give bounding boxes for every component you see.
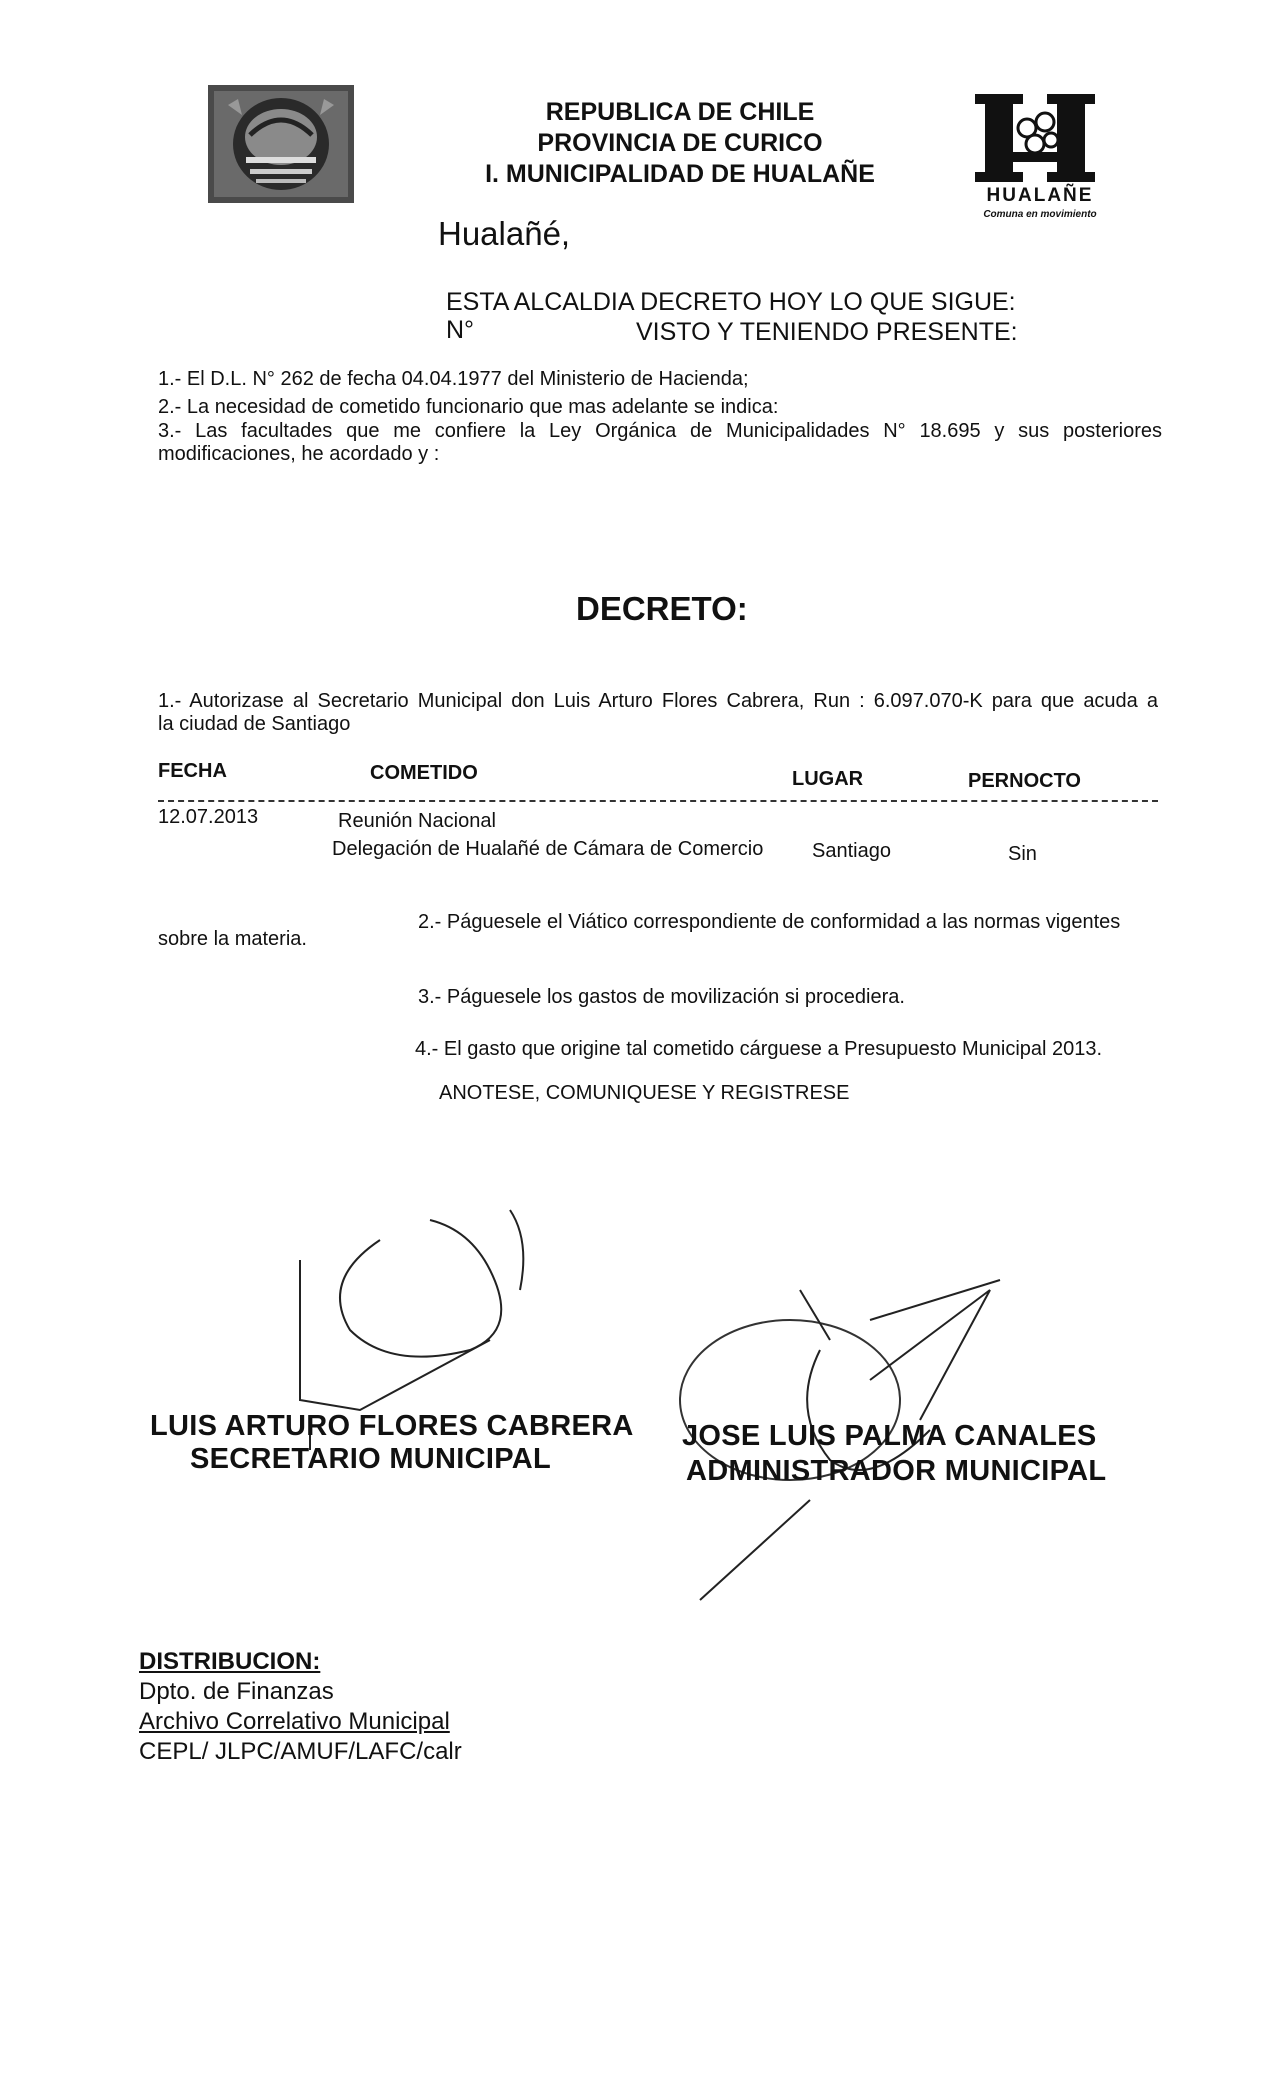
consideration-1: 1.- El D.L. N° 262 de fecha 04.04.1977 del Ministerio de Hacienda; — [158, 368, 749, 390]
decree-number-label: N° — [446, 316, 475, 344]
table-divider — [158, 800, 1158, 802]
row-lugar: Santiago — [812, 840, 891, 862]
col-header-lugar: LUGAR — [792, 768, 864, 790]
municipal-seal-logo — [208, 85, 354, 203]
distribution-item-finanzas: Dpto. de Finanzas — [139, 1678, 334, 1705]
article-1-line2: la ciudad de Santiago — [158, 713, 351, 735]
header-provincia: PROVINCIA DE CURICO — [537, 129, 823, 157]
article-4: 4.- El gasto que origine tal cometido cárguese a Presupuesto Municipal 2013. — [415, 1038, 1103, 1060]
signer-left-name: LUIS ARTURO FLORES CABRERA — [150, 1410, 634, 1442]
hualane-logo-name: HUALAÑE — [986, 185, 1094, 206]
alcaldia-decreto-line: ESTA ALCALDIA DECRETO HOY LO QUE SIGUE: — [446, 288, 1016, 316]
col-header-cometido: COMETIDO — [370, 762, 478, 784]
article-2-line2: sobre la materia. — [158, 928, 307, 950]
hualane-logo — [975, 92, 1105, 227]
row-cometido-line1: Reunión Nacional — [338, 810, 496, 832]
decreto-title: DECRETO: — [576, 590, 748, 627]
closing-line: ANOTESE, COMUNIQUESE Y REGISTRESE — [439, 1082, 850, 1104]
place-date: Hualañé, — [438, 215, 571, 252]
signer-right-name: JOSE LUIS PALMA CANALES — [682, 1420, 1097, 1452]
distribution-item-archivo: Archivo Correlativo Municipal — [139, 1708, 450, 1735]
article-2-line1: 2.- Páguesele el Viático correspondiente de conformidad a las normas vigentes — [418, 911, 1121, 933]
row-cometido-line2: Delegación de Hualañé de Cámara de Comercio — [332, 838, 764, 860]
distribution-title: DISTRIBUCION: — [139, 1648, 321, 1675]
consideration-2: 2.- La necesidad de cometido funcionario que mas adelante se indica: — [158, 396, 779, 418]
article-3: 3.- Páguesele los gastos de movilización si procediera. — [418, 986, 905, 1008]
row-fecha: 12.07.2013 — [158, 806, 259, 828]
hualane-logo-slogan: Comuna en movimiento — [983, 209, 1097, 220]
signer-left-title: SECRETARIO MUNICIPAL — [190, 1443, 551, 1475]
distribution-item-initials: CEPL/ JLPC/AMUF/LAFC/calr — [139, 1738, 462, 1765]
header-municipalidad: I. MUNICIPALIDAD DE HUALAÑE — [485, 160, 875, 188]
header-republica: REPUBLICA DE CHILE — [545, 98, 815, 126]
consideration-3: 3.- Las facultades que me confiere la Ley Orgánica de Municipalidades N° 18.695 y sus posteriores — [158, 420, 1162, 442]
col-header-fecha: FECHA — [158, 760, 227, 782]
article-1-line1: 1.- Autorizase al Secretario Municipal don Luis Arturo Flores Cabrera, Run : 6.097.070-K para que acuda a — [158, 690, 1158, 712]
visto-line: VISTO Y TENIENDO PRESENTE: — [636, 318, 1018, 346]
hualane-h-icon — [975, 92, 1105, 192]
col-header-pernocto: PERNOCTO — [968, 770, 1081, 792]
signer-right-title: ADMINISTRADOR MUNICIPAL — [686, 1455, 1107, 1487]
consideration-3-cont: modificaciones, he acordado y : — [158, 443, 440, 465]
row-pernocto: Sin — [1008, 843, 1037, 865]
